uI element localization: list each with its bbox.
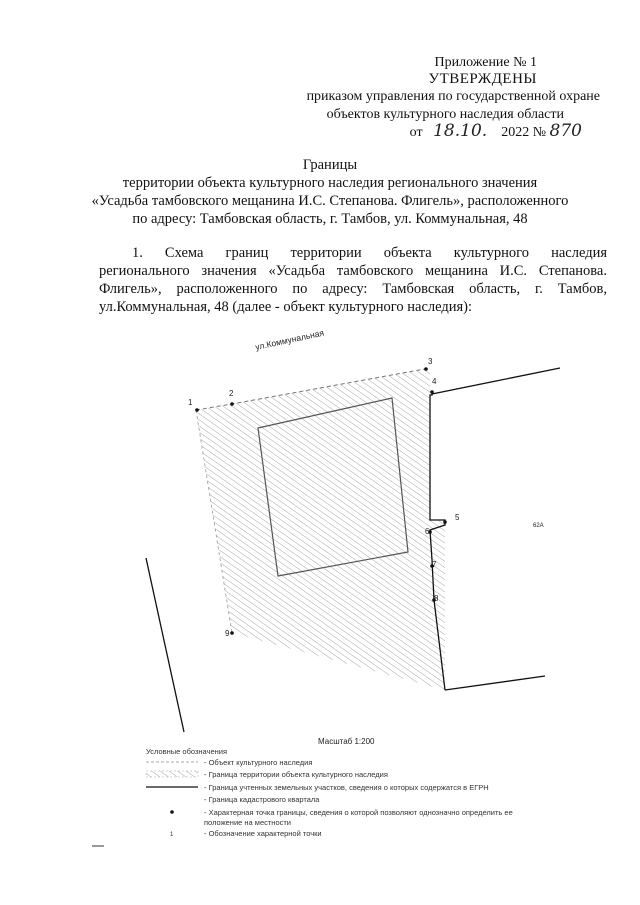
territory-area	[196, 368, 445, 690]
legend-item-territory: - Граница территории объекта культурного наследия	[204, 770, 388, 779]
point-label-7: 7	[432, 560, 437, 569]
scale-label: Масштаб 1:200	[318, 737, 375, 746]
order-year: 2022	[501, 125, 530, 140]
legend-item-point: - Характерная точка границы, сведения о которой позволяют однозначно определить ее	[204, 808, 513, 817]
legend-symbol-label: 1	[170, 832, 174, 838]
title-line-2: территории объекта культурного наследия регионального значения	[122, 175, 538, 191]
point-label-2: 2	[229, 389, 234, 398]
legend-title: Условные обозначения	[146, 747, 228, 756]
legend-item-label: - Обозначение характерной точки	[204, 829, 322, 838]
legend-item-quarter: - Граница кадастрового квартала	[204, 795, 320, 804]
date-prefix: от	[409, 125, 423, 140]
point-label-8: 8	[434, 594, 439, 603]
title-line-3: «Усадьба тамбовского мещанина И.С. Степанова. Флигель», расположенного	[91, 193, 569, 209]
point-label-5: 5	[455, 513, 460, 522]
title-borders: Границы	[302, 157, 358, 173]
point-label-1: 1	[188, 398, 193, 407]
order-line-2: объектов культурного наследия области	[326, 107, 564, 122]
handwritten-number: 870	[549, 121, 582, 141]
street-label: ул.Коммунальная	[254, 327, 325, 352]
parcel-boundary-north	[432, 368, 560, 394]
order-line-1: приказом управления по государственной охране	[306, 89, 600, 104]
handwritten-date: 18.10.	[433, 121, 488, 141]
legend-item-point-cont: положение на местности	[204, 818, 291, 827]
point-label-4: 4	[432, 377, 437, 386]
paragraph-line-2: регионального значения «Усадьба тамбовского мещанина И.С. Степанова.	[99, 263, 607, 279]
approved-label: УТВЕРЖДЕНЫ	[428, 71, 537, 87]
paragraph-line-3: Флигель», расположенного по адресу: Тамбовская область, г. Тамбов,	[99, 281, 607, 297]
paragraph-line-1: 1. Схема границ территории объекта культурного наследия	[132, 245, 607, 261]
parcel-boundary-west	[146, 558, 184, 732]
legend-item-parcel: - Граница учтенных земельных участков, сведения о которых содержатся в ЕГРН	[204, 783, 489, 792]
parcel-boundary-south	[445, 676, 545, 690]
legend-item-object: - Объект культурного наследия	[204, 758, 313, 767]
number-sign: №	[532, 125, 547, 140]
point-label-9: 9	[225, 629, 230, 638]
legend-symbol-point	[170, 810, 174, 814]
parcel-label: 62А	[533, 523, 544, 529]
point-label-6: 6	[425, 527, 430, 536]
legend-symbol-territory	[146, 771, 198, 777]
paragraph-line-4: ул.Коммунальная, 48 (далее - объект культурного наследия):	[99, 299, 473, 315]
point-label-3: 3	[428, 357, 433, 366]
appendix-number: Приложение № 1	[434, 55, 537, 70]
title-line-4: по адресу: Тамбовская область, г. Тамбов, ул. Коммунальная, 48	[132, 211, 528, 227]
